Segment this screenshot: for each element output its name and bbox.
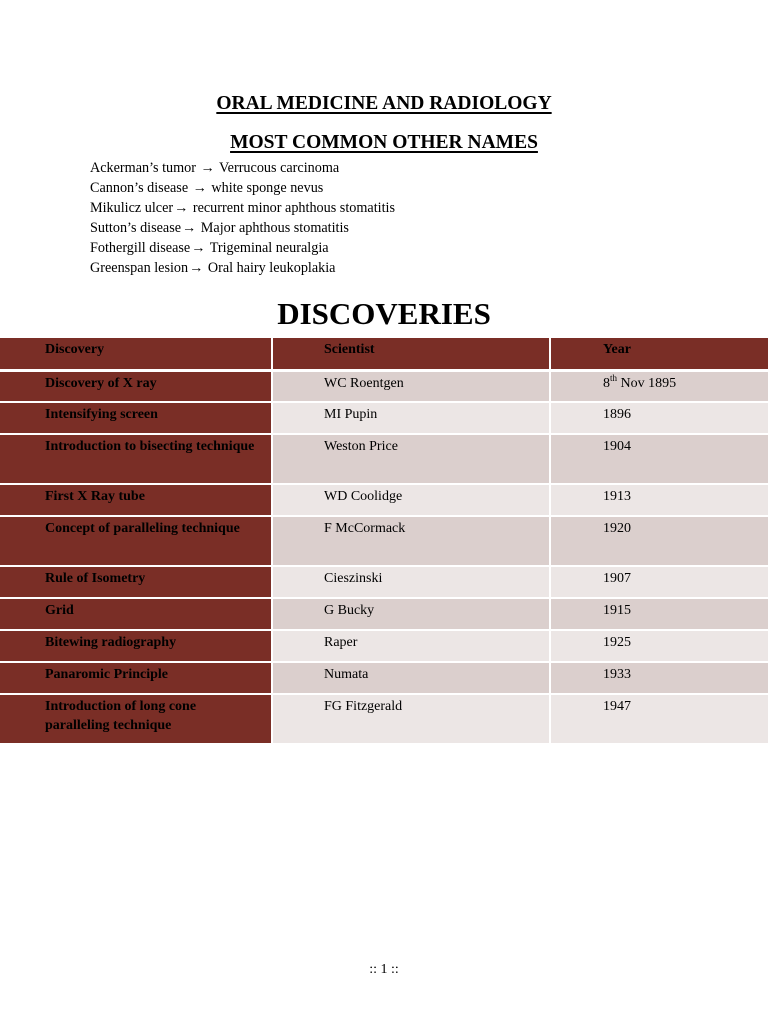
meaning: recurrent minor aphthous stomatitis — [189, 200, 395, 216]
table-row — [0, 402, 768, 434]
term: Sutton’s disease — [90, 220, 182, 236]
scientist-cell: F McCormack — [272, 516, 550, 566]
term: Greenspan lesion — [90, 260, 189, 276]
scientist-cell: Weston Price — [272, 434, 550, 484]
discoveries-table — [0, 338, 768, 745]
arrow-icon: → — [182, 220, 197, 236]
scientist-cell: FG Fitzgerald — [272, 694, 550, 744]
meaning: Oral hairy leukoplakia — [204, 260, 336, 276]
table-row — [0, 566, 768, 598]
discovery-cell: Introduction to bisecting technique — [0, 434, 272, 484]
scientist-cell: Raper — [272, 630, 550, 662]
scientist-cell: Cieszinski — [272, 566, 550, 598]
discovery-cell: Concept of paralleling technique — [0, 516, 272, 566]
list-item — [90, 178, 395, 198]
year-cell: 1896 — [550, 402, 768, 434]
meaning: white sponge nevus — [207, 180, 324, 196]
year-cell: 1913 — [550, 484, 768, 516]
term: Cannon’s disease — [90, 180, 189, 196]
year-cell: 1915 — [550, 598, 768, 630]
meaning: Trigeminal neuralgia — [206, 240, 329, 256]
other-names-list — [90, 158, 395, 278]
table-row — [0, 434, 768, 484]
column-header-discovery: Discovery — [0, 338, 272, 370]
discovery-cell: Bitewing radiography — [0, 630, 272, 662]
list-item — [90, 258, 395, 278]
year-cell: 1947 — [550, 694, 768, 744]
table-row — [0, 694, 768, 744]
arrow-icon: → — [200, 160, 215, 176]
table-row — [0, 516, 768, 566]
list-item — [90, 158, 395, 178]
page-number: :: 1 :: — [369, 962, 399, 977]
meaning: Major aphthous stomatitis — [197, 220, 349, 236]
meaning: Verrucous carcinoma — [215, 160, 340, 176]
arrow-icon: → — [191, 240, 206, 256]
section-title-discoveries: DISCOVERIES — [277, 296, 491, 331]
table-header-row — [0, 338, 768, 370]
discovery-cell: Introduction of long cone paralleling technique — [0, 694, 272, 744]
year-cell: 1920 — [550, 516, 768, 566]
term: Ackerman’s tumor — [90, 160, 196, 176]
term: Mikulicz ulcer — [90, 200, 174, 216]
discovery-cell: Intensifying screen — [0, 402, 272, 434]
table-row — [0, 484, 768, 516]
scientist-cell: WD Coolidge — [272, 484, 550, 516]
scientist-cell: Numata — [272, 662, 550, 694]
discovery-cell: Rule of Isometry — [0, 566, 272, 598]
table-row — [0, 370, 768, 402]
year-cell: 1933 — [550, 662, 768, 694]
list-item — [90, 218, 395, 238]
scientist-cell: G Bucky — [272, 598, 550, 630]
arrow-icon: → — [174, 200, 189, 216]
year-cell: 8th Nov 1895 — [550, 370, 768, 402]
arrow-icon: → — [189, 260, 204, 276]
term: Fothergill disease — [90, 240, 191, 256]
discovery-cell: Discovery of X ray — [0, 370, 272, 402]
column-header-scientist: Scientist — [272, 338, 550, 370]
discovery-cell: Grid — [0, 598, 272, 630]
page-title: ORAL MEDICINE AND RADIOLOGY — [216, 93, 552, 114]
section-title-other-names: MOST COMMON OTHER NAMES — [230, 132, 538, 153]
scientist-cell: WC Roentgen — [272, 370, 550, 402]
table-row — [0, 598, 768, 630]
table-row — [0, 662, 768, 694]
discovery-cell: First X Ray tube — [0, 484, 272, 516]
arrow-icon: → — [192, 180, 207, 196]
year-cell: 1925 — [550, 630, 768, 662]
list-item — [90, 198, 395, 218]
scientist-cell: MI Pupin — [272, 402, 550, 434]
column-header-year: Year — [550, 338, 768, 370]
year-cell: 1904 — [550, 434, 768, 484]
list-item — [90, 238, 395, 258]
table-row — [0, 630, 768, 662]
discovery-cell: Panaromic Principle — [0, 662, 272, 694]
year-cell: 1907 — [550, 566, 768, 598]
